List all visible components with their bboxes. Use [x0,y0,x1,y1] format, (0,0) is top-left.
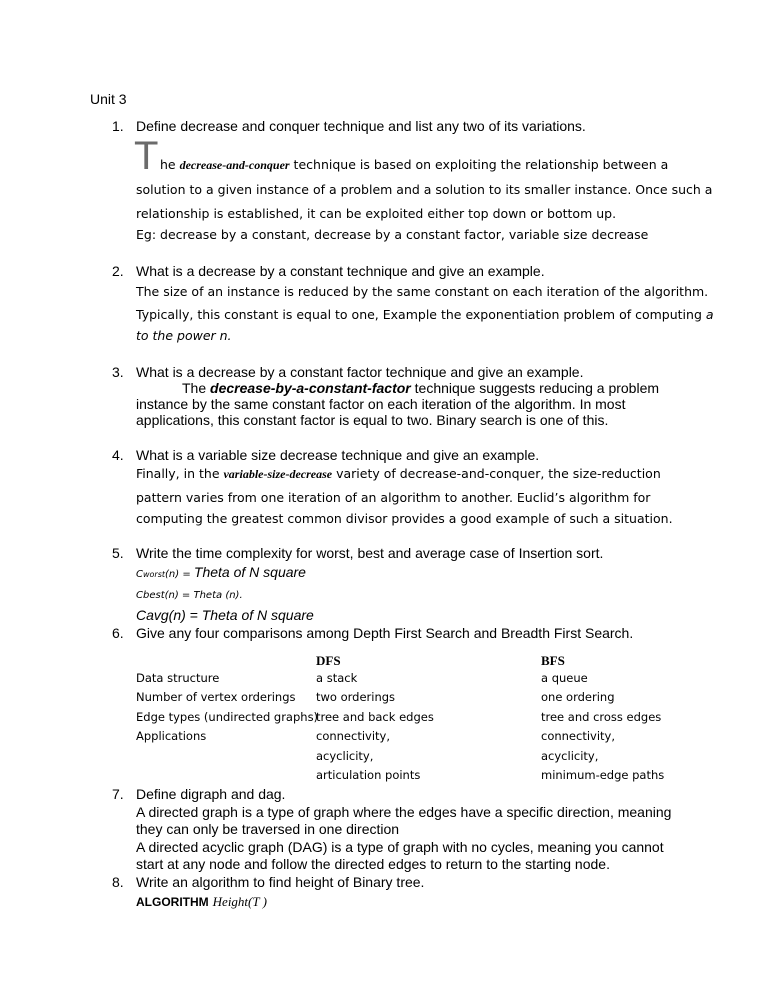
average-case: Cavg(n) = Theta of N square [136,607,314,623]
worst-case: Cworst(n) = Theta of N square [136,564,306,580]
answer-line: solution to a given instance of a problem and a solution to its smaller instance. Once such a [136,182,713,197]
answer-line: A directed graph is a type of graph where the edges have a specific direction, meaning [136,804,672,820]
table-cell-bfs: acyclicity, [541,749,599,763]
answer-line: relationship is established, it can be exploited either top down or bottom up. [136,206,617,221]
table-cell-bfs: a queue [541,671,588,685]
answer-line: Eg: decrease by a constant, decrease by a constant factor, variable size decrease [136,227,649,242]
table-cell-dfs: a stack [316,671,358,685]
question-text: Define digraph and dag. [136,786,286,802]
table-cell-bfs: connectivity, [541,729,616,743]
question-text: Give any four comparisons among Depth First Search and Breadth First Search. [136,625,634,641]
question-number: 2. [112,263,124,279]
table-row-label: Edge types (undirected graphs) [136,710,319,724]
table-cell-bfs: one ordering [541,690,615,704]
table-row-label: Number of vertex orderings [136,690,296,704]
best-case: Cbest(n) = Theta (n). [136,590,243,601]
question-text: Define decrease and conquer technique and list any two of its variations. [136,118,586,134]
answer-line: applications, this constant factor is equal to two. Binary search is one of this. [136,412,609,428]
answer-line: A directed acyclic graph (DAG) is a type of graph with no cycles, meaning you cannot [136,839,664,855]
table-row-label: Applications [136,729,207,743]
answer-line: computing the greatest common divisor provides a good example of such a situation. [136,511,673,526]
drop-cap: T [134,134,159,178]
table-cell-dfs: acyclicity, [316,749,374,763]
question-number: 4. [112,447,124,463]
answer-line: he decrease-and-conquer technique is based on exploiting the relationship between a [160,157,669,172]
answer-line: start at any node and follow the directed edges to return to the starting node. [136,856,610,872]
answer-line: to the power n. [136,328,232,343]
question-number: 3. [112,364,124,380]
answer-line: Finally, in the variable-size-decrease variety of decrease-and-conquer, the size-reduction [136,466,661,481]
question-text: Write the time complexity for worst, best and average case of Insertion sort. [136,545,604,561]
table-row-label: Data structure [136,671,220,685]
answer-line: they can only be traversed in one direction [136,821,400,837]
question-number: 6. [112,625,124,641]
table-cell-dfs: connectivity, [316,729,391,743]
table-cell-dfs: tree and back edges [316,710,434,724]
question-text: What is a decrease by a constant factor technique and give an example. [136,364,584,380]
question-number: 5. [112,545,124,561]
answer-line: Typically, this constant is equal to one, Example the exponentiation problem of computing a [136,307,714,322]
answer-line: The decrease-by-a-constant-factor technique suggests reducing a problem [182,380,660,396]
question-number: 1. [112,118,124,134]
table-cell-dfs: two orderings [316,690,396,704]
answer-line: instance by the same constant factor on each iteration of the algorithm. In most [136,396,626,412]
unit-title: Unit 3 [90,91,127,107]
question-text: What is a decrease by a constant technique and give an example. [136,263,545,279]
answer-line: pattern varies from one iteration of an algorithm to another. Euclid’s algorithm for [136,490,651,505]
table-cell-bfs: minimum-edge paths [541,768,665,782]
algorithm-signature: ALGORITHM Height(T ) [136,894,267,909]
question-number: 7. [112,786,124,802]
table-header-bfs: BFS [541,653,565,668]
table-header-dfs: DFS [316,653,341,668]
question-number: 8. [112,874,124,890]
table-cell-dfs: articulation points [316,768,421,782]
table-cell-bfs: tree and cross edges [541,710,662,724]
question-text: What is a variable size decrease technique and give an example. [136,447,540,463]
question-text: Write an algorithm to find height of Binary tree. [136,874,425,890]
answer-line: The size of an instance is reduced by the same constant on each iteration of the algorithm. [136,284,709,299]
